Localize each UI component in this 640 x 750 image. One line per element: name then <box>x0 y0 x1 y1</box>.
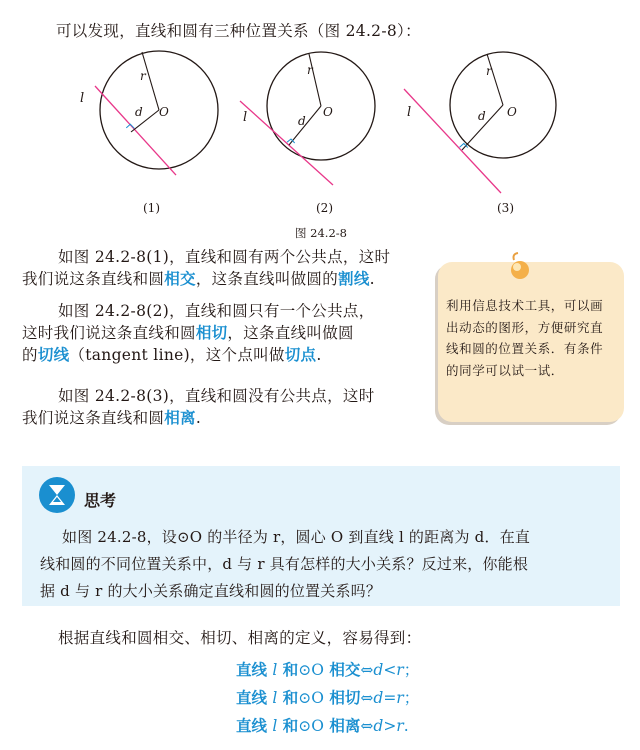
math-expression: d=r <box>373 689 404 707</box>
text-run: 和 <box>277 689 299 707</box>
equivalence-arrow: ⇔ <box>360 717 374 735</box>
paragraph-line <box>22 322 422 344</box>
math-l: l <box>272 717 278 735</box>
text-run: 和 <box>277 717 299 735</box>
figure-24-2-8 <box>0 44 640 244</box>
math-l: l <box>272 661 278 679</box>
paragraph-line: 如图 24.2-8(2)，直线和圆只有一个公共点， <box>58 302 375 320</box>
text-run: 直线 <box>236 689 273 707</box>
keyword-separate: 相离 <box>164 409 196 427</box>
panel-caption-3: (3) <box>497 201 514 215</box>
panel-caption-2: (2) <box>316 201 333 215</box>
text-run: . <box>316 346 322 364</box>
pushpin-icon <box>500 250 536 286</box>
text-run: ，这条直线叫做圆的 <box>195 270 339 288</box>
figure-panel-2 <box>240 52 375 185</box>
label-o-2: O <box>323 105 333 119</box>
text-run: 我们说这条直线和圆 <box>22 270 165 288</box>
label-r-2: r <box>307 63 313 77</box>
circle-o-symbol: ⊙O <box>298 717 324 735</box>
paragraph-line: 如图 24.2-8(1)，直线和圆有两个公共点，这时 <box>58 248 391 266</box>
label-o-1: O <box>159 105 169 119</box>
paragraph-line: 如图 24.2-8(3)，直线和圆没有公共点，这时 <box>58 387 375 405</box>
label-d-3: d <box>478 109 486 123</box>
figure-caption: 图 24.2-8 <box>295 226 347 240</box>
panel-caption-1: (1) <box>143 201 160 215</box>
think-line: 据 d 与 r 的大小关系确定直线和圆的位置关系吗？ <box>40 582 382 600</box>
text-run: 和 <box>277 661 299 679</box>
label-o-3: O <box>507 105 517 119</box>
label-l-2: l <box>243 110 248 125</box>
relation-separate <box>236 714 409 736</box>
text-run: ，这条直线叫做圆 <box>227 324 354 342</box>
math-expression: d>r <box>373 717 404 735</box>
text-run: 相交 <box>323 661 361 679</box>
think-line: 如图 24.2-8，设⊙O 的半径为 r，圆心 O 到直线 l 的距离为 d．在直 <box>62 528 531 546</box>
text-run: . <box>403 717 409 735</box>
text-run: ； <box>403 689 420 707</box>
label-l-1: l <box>80 91 85 106</box>
keyword-tangent: 相切 <box>195 324 228 342</box>
keyword-secant: 割线 <box>338 270 370 288</box>
hourglass-icon <box>38 476 76 514</box>
paragraph-intersect <box>22 246 422 290</box>
equivalence-arrow: ⇔ <box>360 661 374 679</box>
figure-panel-1 <box>80 51 218 175</box>
paragraph-line <box>22 344 422 366</box>
radius-r-3 <box>487 54 503 105</box>
text-run: 相切 <box>323 689 361 707</box>
keyword-tangent-line: 切线 <box>37 346 70 364</box>
text-run: 直线 <box>236 717 273 735</box>
math-expression: d<r <box>373 661 404 679</box>
relation-tangent <box>236 686 419 708</box>
paragraph-line <box>22 268 422 290</box>
text-run: 我们说这条直线和圆 <box>22 409 165 427</box>
math-l: l <box>272 689 278 707</box>
text-run: . <box>369 270 375 288</box>
text-run: ； <box>403 661 420 679</box>
text-run: 这时我们说这条直线和圆 <box>22 324 196 342</box>
think-line: 线和圆的不同位置关系中，d 与 r 具有怎样的大小关系？反过来，你能根 <box>40 555 529 573</box>
line-l-1 <box>95 86 176 175</box>
keyword-tangent-point: 切点 <box>284 346 317 364</box>
keyword-intersect: 相交 <box>164 270 196 288</box>
paragraph-tangent <box>22 300 422 366</box>
figure-panel-3 <box>404 52 556 193</box>
equivalence-arrow: ⇔ <box>360 689 374 707</box>
line-l-3 <box>404 89 501 193</box>
intro-text: 可以发现，直线和圆有三种位置关系（图 24.2-8）： <box>56 22 421 40</box>
label-l-3: l <box>407 105 412 120</box>
paragraph-separate <box>22 385 422 429</box>
think-title: 思考 <box>84 491 117 510</box>
relation-intersect <box>236 658 419 680</box>
circle-o-symbol: ⊙O <box>298 661 324 679</box>
label-r-3: r <box>486 64 492 78</box>
line-l-2 <box>240 101 333 185</box>
text-run: 的 <box>22 346 38 364</box>
text-run: （tangent line)，这个点叫做 <box>69 346 285 364</box>
circle-o-symbol: ⊙O <box>298 689 324 707</box>
radius-r-2 <box>309 54 321 106</box>
summary-intro: 根据直线和圆相交、相切、相离的定义，容易得到： <box>58 629 422 647</box>
text-run: 相离 <box>323 717 361 735</box>
text-run: 直线 <box>236 661 273 679</box>
paragraph-line <box>22 407 422 429</box>
label-d-2: d <box>298 114 306 128</box>
label-d-1: d <box>135 105 143 119</box>
label-r-1: r <box>140 69 146 83</box>
text-run: . <box>195 409 202 427</box>
right-angle-mark-1 <box>126 124 134 128</box>
tip-text: 利用信息技术工具，可以画出动态的图形，方便研究直线和圆的位置关系．有条件的同学可以试一试． <box>446 298 604 378</box>
think-body <box>40 524 531 605</box>
